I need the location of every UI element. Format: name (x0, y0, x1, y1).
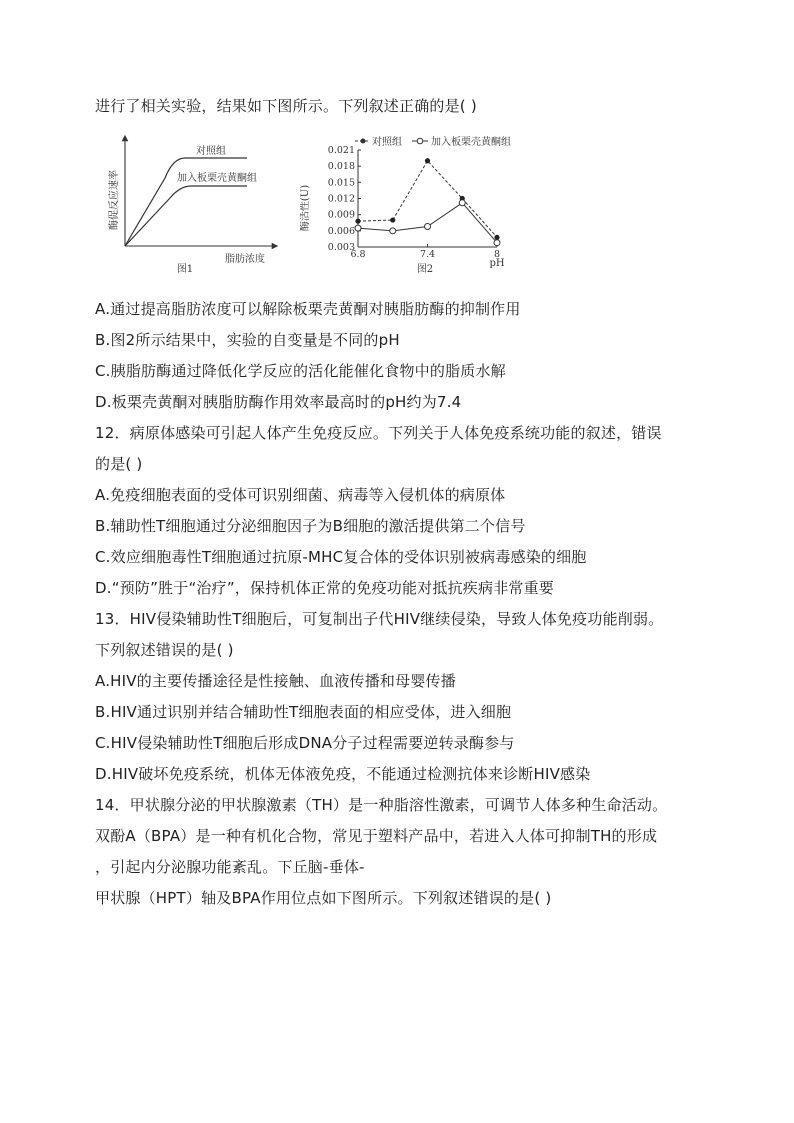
question-13-line-1: 13．HIV侵染辅助性T细胞后，可复制出子代HIV继续侵染，导致人体免疫功能削弱。 (95, 610, 664, 628)
fig1-control-curve (125, 158, 247, 246)
fig2-point-control (494, 235, 499, 240)
question-14-line-4: 甲状腺（HPT）轴及BPA作用位点如下图所示。下列叙述错误的是( ) (95, 889, 552, 907)
q12-option-a: A.免疫细胞表面的受体可识别细菌、病毒等入侵机体的病原体 (95, 486, 506, 504)
question-14-line-2: 双酚A（BPA）是一种有机化合物，常见于塑料产品中，若进入人体可抑制TH的形成 (95, 827, 658, 845)
legend-control-marker (361, 139, 366, 144)
q13-option-c: C.HIV侵染辅助性T细胞后形成DNA分子过程需要逆转录酶参与 (95, 734, 515, 752)
q13-option-b: B.HIV通过识别并结合辅助性T细胞表面的相应受体，进入细胞 (95, 703, 512, 721)
fig2-series-line-treatment (358, 203, 497, 243)
fig2-point-treatment (459, 200, 465, 206)
option-d: D.板栗壳黄酮对胰脂肪酶作用效率最高时的pH约为7.4 (95, 393, 462, 411)
figures (95, 128, 555, 278)
q13-option-d: D.HIV破坏免疫系统，机体无体液免疫，不能通过检测抗体来诊断HIV感染 (95, 765, 591, 783)
fig1-caption: 图1 (176, 264, 194, 275)
q12-option-d: D.“预防”胜于“治疗”，保持机体正常的免疫功能对抵抗疾病非常重要 (95, 579, 555, 597)
option-b: B.图2所示结果中，实验的自变量是不同的pH (95, 331, 400, 349)
fig1-label-treatment: 加入板栗壳黄酮组 (177, 173, 257, 184)
fig2-point-treatment (390, 228, 396, 234)
question-13-line-2: 下列叙述错误的是( ) (95, 641, 234, 659)
question-14-line-3: ，引起内分泌腺功能紊乱。下丘脑-垂体- (95, 858, 365, 876)
figure-2-chart (300, 128, 550, 278)
fig2-caption: 图2 (416, 264, 434, 275)
question-12-line-1: 12．病原体感染可引起人体产生免疫反应。下列关于人体免疫系统功能的叙述，错误 (95, 424, 662, 442)
fig1-label-control: 对照组 (196, 146, 226, 157)
fig2-point-treatment (425, 224, 431, 230)
fig2-y-tick-label: 0.018 (327, 161, 355, 173)
fig1-xlabel: 脂肪浓度 (225, 254, 265, 265)
fig2-x-tick-label: 8 (493, 249, 501, 260)
fig1-ylabel: 酶促反应速率 (109, 170, 120, 230)
fig2-point-treatment (494, 240, 500, 246)
fig2-point-control (425, 158, 430, 163)
fig2-y-tick-label: 0.021 (327, 145, 355, 156)
option-a: A.通过提高脂肪浓度可以解除板栗壳黄酮对胰脂肪酶的抑制作用 (95, 300, 521, 318)
fig2-point-control (355, 219, 360, 224)
q12-option-c: C.效应细胞毒性T细胞通过抗原-MHC复合体的受体识别被病毒感染的细胞 (95, 548, 587, 566)
fig2-xlabel: pH (489, 258, 505, 269)
option-c: C.胰脂肪酶通过降低化学反应的活化能催化食物中的脂质水解 (95, 362, 506, 380)
question-intro-line: 进行了相关实验，结果如下图所示。下列叙述正确的是( ) (95, 97, 477, 115)
fig2-x-tick-label: 6.8 (350, 249, 366, 260)
legend-treatment-label: 加入板栗壳黄酮组 (431, 137, 511, 148)
fig2-y-tick-label: 0.003 (327, 242, 355, 253)
q12-option-b: B.辅助性T细胞通过分泌细胞因子为B细胞的激活提供第二个信号 (95, 517, 526, 535)
fig2-point-treatment (355, 225, 361, 231)
question-12-line-2: 的是( ) (95, 455, 143, 473)
legend-treatment-marker (417, 138, 423, 144)
fig2-y-tick-label: 0.015 (327, 177, 355, 189)
legend-control-label: 对照组 (372, 137, 402, 148)
fig2-ylabel: 酶活性(U) (300, 184, 311, 232)
q13-option-a: A.HIV的主要传播途径是性接触、血液传播和母婴传播 (95, 672, 456, 690)
fig2-y-tick-label: 0.012 (327, 193, 355, 205)
fig2-y-tick-label: 0.009 (327, 209, 355, 221)
question-14-line-1: 14．甲状腺分泌的甲状腺激素（TH）是一种脂溶性激素，可调节人体多种生命活动。 (95, 796, 668, 814)
figure-1 (95, 128, 295, 278)
fig2-y-tick-label: 0.006 (327, 225, 355, 237)
fig2-point-control (390, 217, 395, 222)
fig2-x-tick-label: 7.4 (419, 249, 436, 260)
